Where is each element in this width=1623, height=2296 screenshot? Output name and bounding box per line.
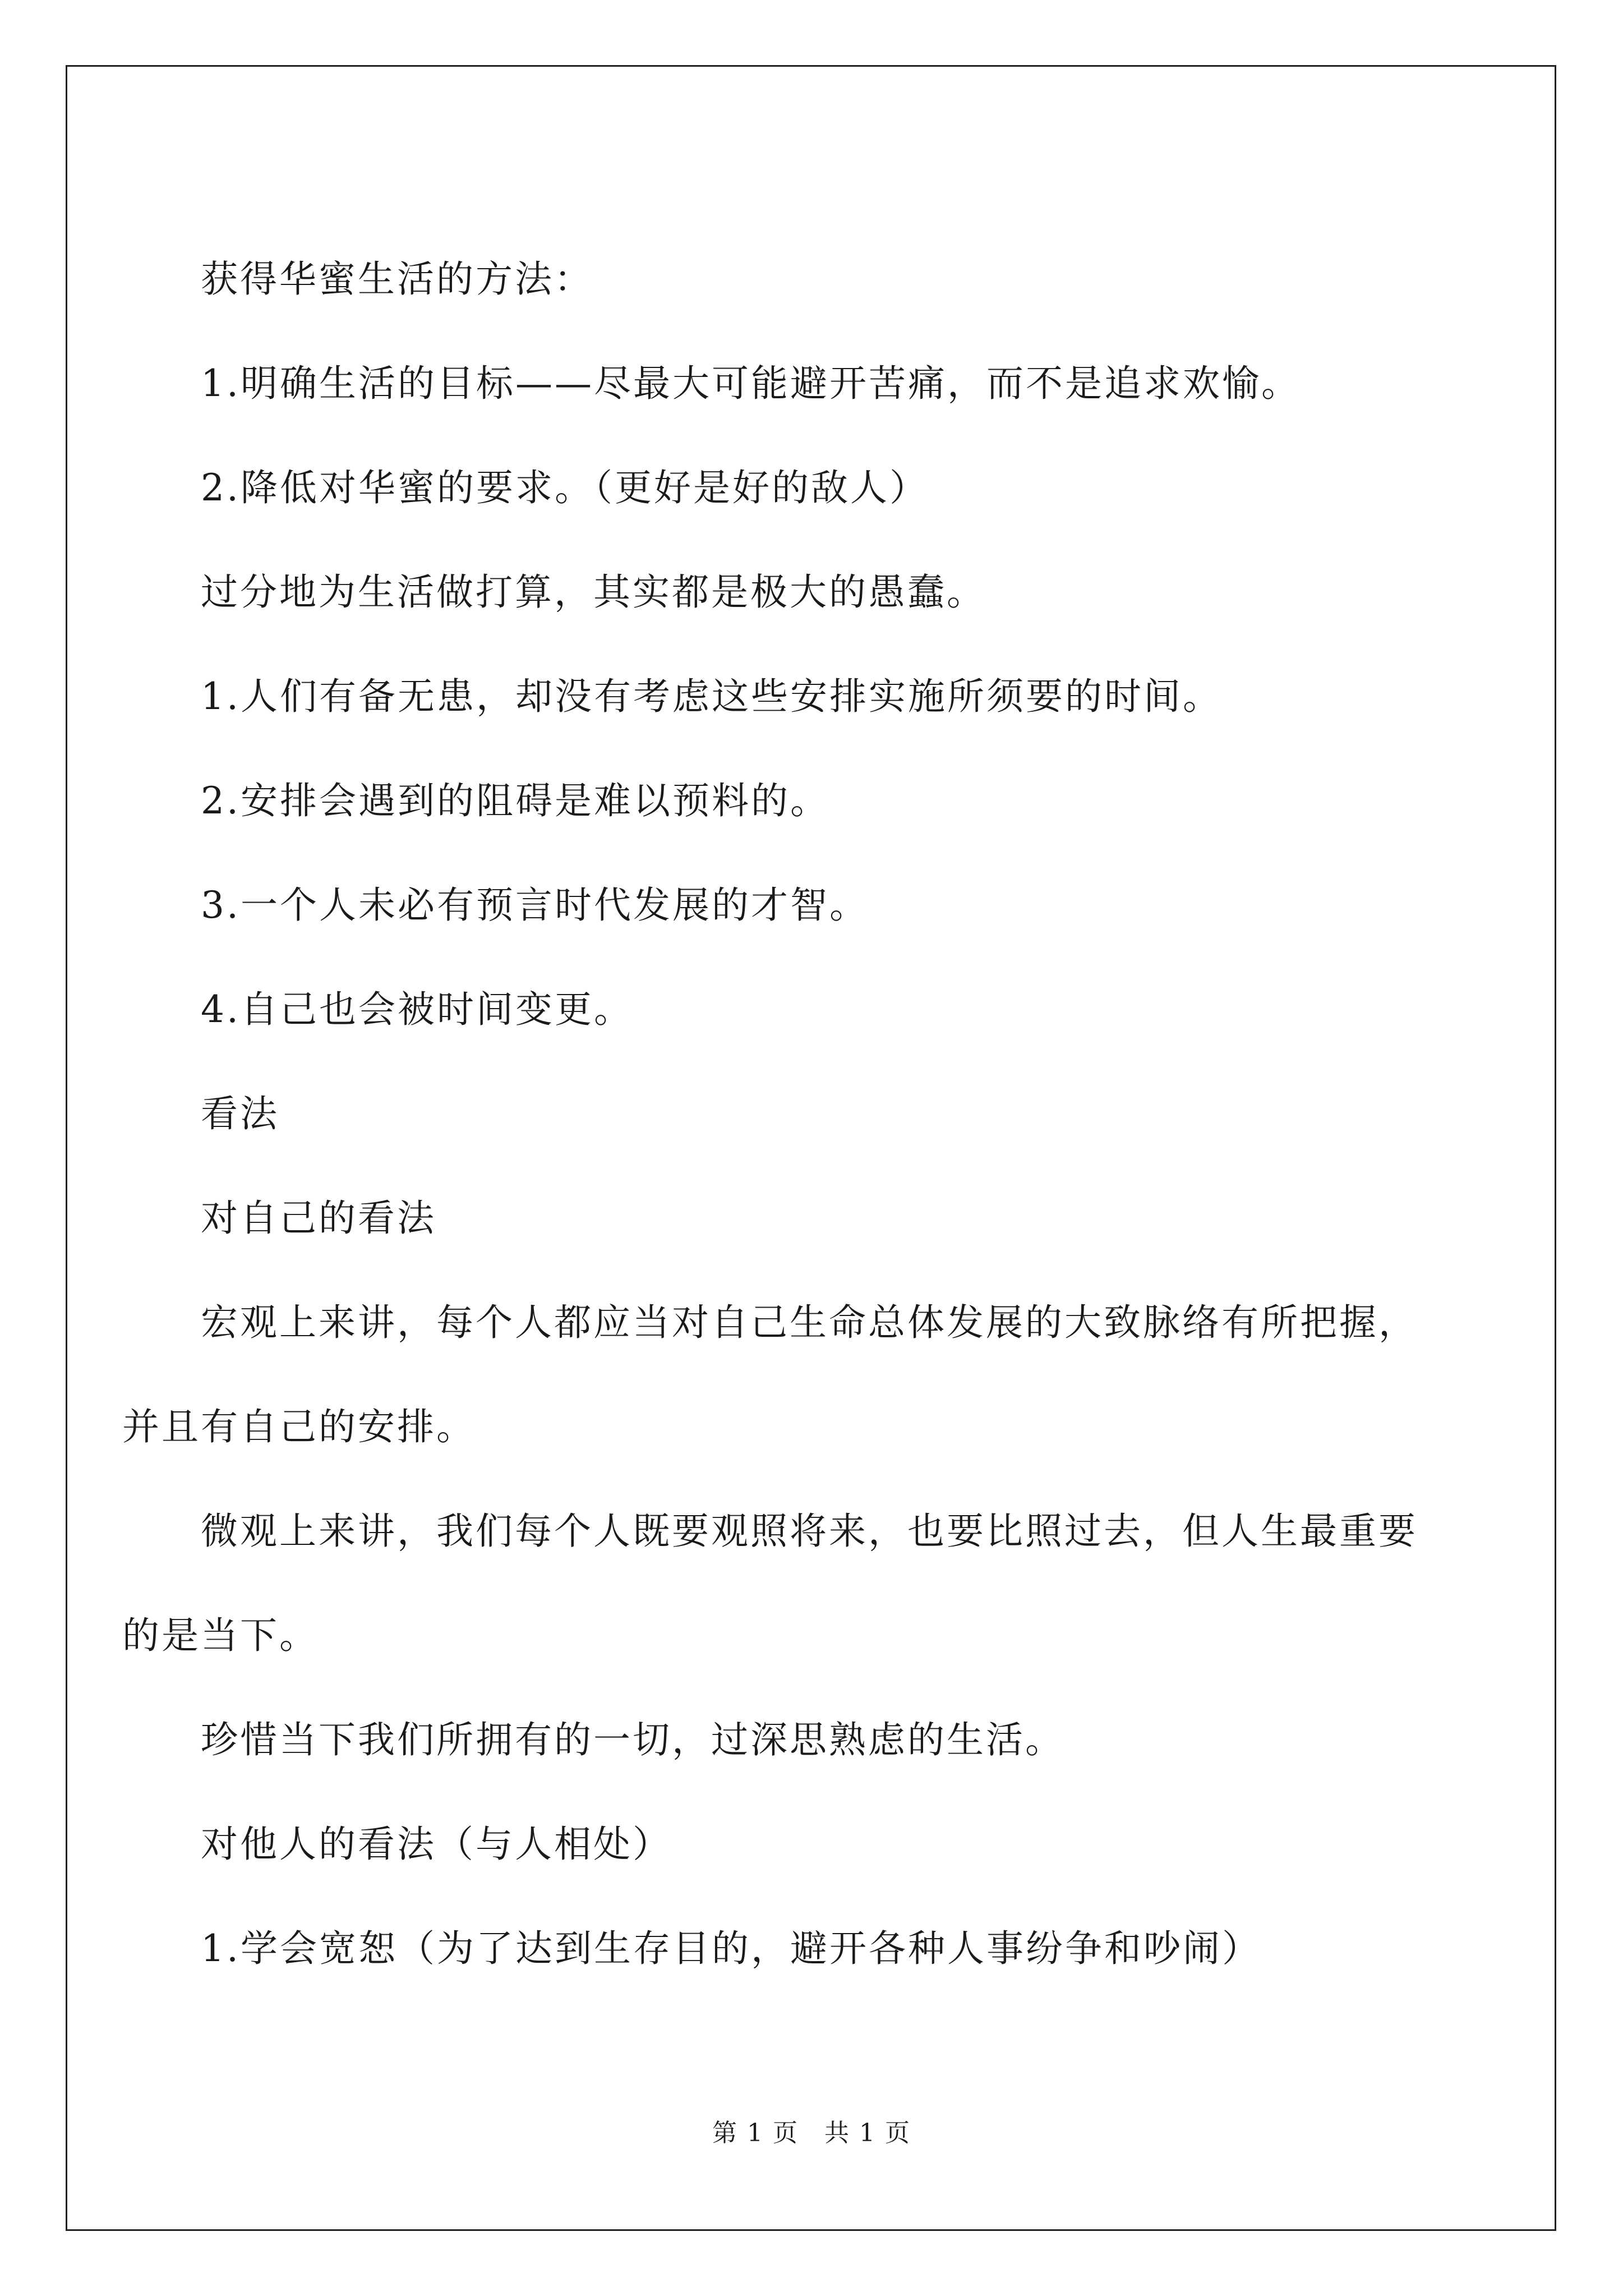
- document-body: [122, 227, 1435, 2001]
- paragraph: 过分地为生活做打算，其实都是极大的愚蠢。: [201, 570, 986, 614]
- subsection-heading: 对他人的看法（与人相处）: [201, 1823, 672, 1866]
- paragraph: 宏观上来讲，每个人都应当对自己生命总体发展的大致脉络有所把握，并且有自己的安排。: [122, 1301, 1418, 1448]
- subsection-heading: 对自己的看法: [201, 1197, 436, 1240]
- list-item: 1.明确生活的目标——尽最大可能避开苦痛，而不是追求欢愉。: [201, 362, 1301, 405]
- section-heading: 看法: [201, 1092, 279, 1135]
- page-total: 共 1 页: [824, 2119, 911, 2147]
- list-item: 1.人们有备无患，却没有考虑这些安排实施所须要的时间。: [201, 675, 1222, 718]
- list-item: 4.自己也会被时间变更。: [201, 988, 633, 1031]
- page-number: 第 1 页: [712, 2119, 799, 2147]
- list-item: 2.降低对华蜜的要求。（更好是好的敌人）: [201, 466, 929, 509]
- list-item: 3.一个人未必有预言时代发展的才智。: [201, 884, 869, 927]
- list-item: 1.学会宽恕（为了达到生存目的，避开各种人事纷争和吵闹）: [201, 1927, 1261, 1970]
- paragraph: 获得华蜜生活的方法：: [201, 257, 593, 301]
- page-footer: [0, 2116, 1623, 2150]
- paragraph: 微观上来讲，我们每个人既要观照将来，也要比照过去，但人生最重要的是当下。: [122, 1510, 1418, 1657]
- list-item: 2.安排会遇到的阻碍是难以预料的。: [201, 779, 829, 822]
- paragraph: 珍惜当下我们所拥有的一切，过深思熟虑的生活。: [201, 1718, 1064, 1761]
